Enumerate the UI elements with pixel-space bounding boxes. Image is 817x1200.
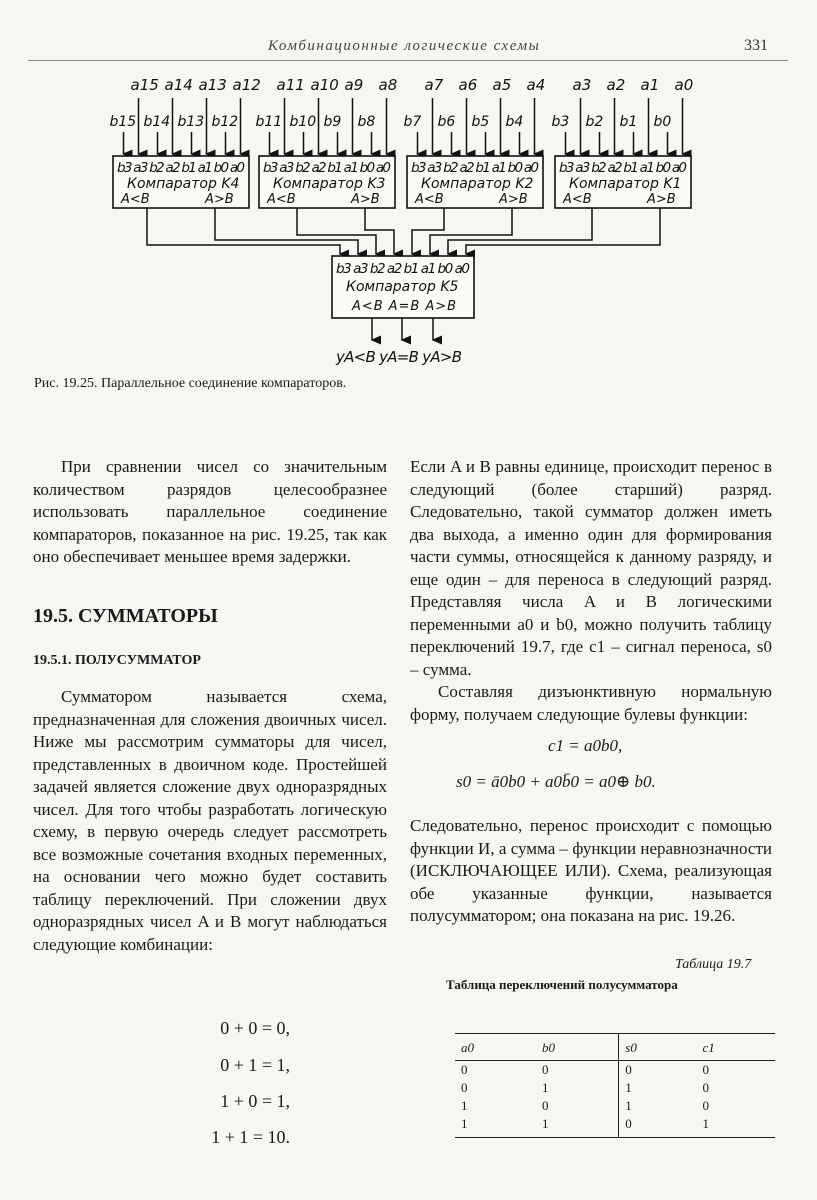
table-label: Таблица 19.7 — [675, 957, 752, 972]
connection-wire — [147, 208, 340, 254]
input-label-b: b9 — [323, 114, 342, 130]
input-label-a: a14 — [164, 76, 193, 94]
comparator-out-lt: A<B — [563, 192, 592, 207]
input-label-b: b2 — [585, 114, 604, 130]
input-label-a: a3 — [572, 76, 592, 94]
page-number: 331 — [744, 37, 768, 54]
header-rule — [28, 60, 788, 61]
input-label-a: a13 — [198, 76, 227, 94]
right-paragraph-2: Составляя дизъюнктивную нормальную форму, получаем следующие булевы функции: — [410, 682, 772, 724]
right-paragraph-1: Если A и B равны единице, происходит перенос в следующий (более старший) разряд. Следовательно, такой сумматор должен иметь два выхода, а именно один для формирования части суммы, относящейся к данному разряду, и еще один – для переноса в следующий разряд. Представляя числа A и B логическими переменными a0 и b0, можно получить таблицу переключений 19.7, где c1 – сигнал переноса, s0 – сумма. — [410, 457, 772, 679]
input-label-b: b6 — [437, 114, 456, 130]
input-label-a: a12 — [232, 76, 261, 94]
running-header-title: Комбинационные логические схемы — [268, 38, 541, 54]
connection-wire — [466, 208, 660, 254]
comparator-ports: b3 a3 b2 a2 b1 a1 b0 a0 — [559, 160, 687, 176]
intro-paragraph: При сравнении чисел со значительным количеством разрядов целесообразнее использовать параллельное соединение компараторов, показанное на рис. 19.25, так как оно обеспечивает меньшее время задержки. — [33, 457, 387, 566]
header-a0: a0 — [455, 1034, 536, 1061]
comparator-name: Компаратор K4 — [127, 176, 240, 192]
comparator-ports: b3 a3 b2 a2 b1 a1 b0 a0 — [117, 160, 245, 176]
cell: 0 — [542, 1098, 549, 1113]
body-paragraph: Сумматором называется схема, предназначенная для сложения двоичных чисел. Ниже мы рассмотрим сумматоры для чисел, представленных в двоичном коде. Простейшей задачей является сложение двух одноразрядных чисел. Для того чтобы разработать логическую схему, в первую очередь следует рассмотреть все возможные сочетания входных переменных, на основании чего можно будет составить таблицу переключений. При сложении двух одноразрядных чисел A и B могут наблюдаться следующие комбинации: — [33, 687, 387, 954]
sum-line-1: 0 + 0 = 0, — [220, 1018, 290, 1038]
cell: 0 — [461, 1062, 468, 1077]
header-b0: b0 — [536, 1034, 619, 1061]
cell: 0 — [619, 1061, 697, 1080]
input-label-a: a2 — [606, 76, 626, 94]
comparator-out-lt: A<B — [267, 192, 296, 207]
table-row — [455, 1115, 775, 1138]
cell: 0 — [702, 1098, 709, 1113]
input-label-b: b0 — [653, 114, 672, 130]
comparator-ports: b3 a3 b2 a2 b1 a1 b0 a0 — [263, 160, 391, 176]
input-label-a: a4 — [526, 76, 546, 94]
cell: 1 — [461, 1098, 468, 1113]
connection-wire — [430, 208, 512, 254]
comparator-out-gt: A>B — [351, 192, 380, 207]
left-body — [33, 686, 387, 956]
equation-carry: c1 = a0b0, — [548, 736, 623, 755]
comparator-out-lt: A<B — [121, 192, 150, 207]
cell: 0 — [702, 1062, 709, 1077]
cell: 1 — [542, 1080, 549, 1095]
cell: 1 — [536, 1115, 619, 1138]
right-paragraph-3: Следовательно, перенос происходит с помощью функции И, а сумма – функции неравнозначности (ИСКЛЮЧАЮЩЕЕ ИЛИ). Схема, реализующая обе указанные функции, называется полусумматором; она показана на рис. 19.26. — [410, 816, 772, 925]
comparator-name: Компаратор K1 — [569, 176, 682, 192]
comparator-out-gt: A>B — [499, 192, 528, 207]
input-label-a: a8 — [378, 76, 398, 94]
sum-line-2: 0 + 1 = 1, — [220, 1055, 290, 1075]
input-label-b: b15 — [109, 114, 137, 130]
input-label-a: a11 — [276, 76, 305, 94]
comparator-out-gt: A>B — [205, 192, 234, 207]
table-header-row — [455, 1034, 775, 1061]
header-c1: c1 — [696, 1034, 775, 1061]
connection-wire — [297, 208, 376, 254]
input-label-b: b5 — [471, 114, 490, 130]
cell: 0 — [619, 1115, 697, 1138]
comparator-name: Компаратор K2 — [421, 176, 534, 192]
input-label-a: a0 — [674, 76, 694, 94]
table-title: Таблица переключений полусумматора — [446, 977, 678, 992]
figure-caption: Рис. 19.25. Параллельное соединение компараторов. — [34, 376, 347, 391]
input-label-b: b7 — [403, 114, 422, 130]
input-label-a: a7 — [424, 76, 444, 94]
section-heading: 19.5. СУММАТОРЫ — [33, 605, 218, 627]
connection-wire — [412, 208, 444, 254]
table-row — [455, 1097, 775, 1115]
comparator-out-lt: A<B — [415, 192, 444, 207]
table-row — [455, 1061, 775, 1080]
final-comparator-name: Компаратор K5 — [346, 279, 459, 295]
input-label-b: b10 — [289, 114, 317, 130]
sum-line-3: 1 + 0 = 1, — [220, 1091, 290, 1111]
input-label-b: b8 — [357, 114, 376, 130]
left-intro — [33, 456, 387, 569]
sum-line-4: 1 + 1 = 10. — [211, 1127, 290, 1147]
input-label-a: a6 — [458, 76, 478, 94]
cell: 1 — [455, 1115, 536, 1138]
input-label-a: a10 — [310, 76, 339, 94]
connection-wire — [365, 208, 394, 254]
final-comparator-outputs: A<B A=B A>B — [352, 299, 456, 314]
cell: 0 — [542, 1062, 549, 1077]
input-label-b: b13 — [177, 114, 205, 130]
cell: 1 — [619, 1097, 697, 1115]
input-label-b: b3 — [551, 114, 570, 130]
subsection-heading: 19.5.1. ПОЛУСУММАТОР — [33, 653, 201, 668]
input-label-b: b12 — [211, 114, 239, 130]
cell: 1 — [619, 1079, 697, 1097]
input-label-a: a9 — [344, 76, 364, 94]
comparator-name: Компаратор K3 — [273, 176, 386, 192]
truth-table — [455, 1033, 775, 1138]
header-s0: s0 — [619, 1034, 697, 1061]
right-column-bottom — [410, 815, 772, 928]
connection-wire — [448, 208, 592, 254]
comparator-diagram — [0, 70, 817, 375]
table-row — [455, 1079, 775, 1097]
input-label-b: b4 — [505, 114, 524, 130]
cell: 0 — [461, 1080, 468, 1095]
equation-sum: s0 = ā0b0 + a0b̄0 = a0⊕ b0. — [456, 772, 656, 791]
comparator-ports: b3 a3 b2 a2 b1 a1 b0 a0 — [411, 160, 539, 176]
input-label-b: b11 — [255, 114, 283, 130]
final-comparator-ports: b3 a3 b2 a2 b1 a1 b0 a0 — [336, 261, 470, 277]
cell: 0 — [702, 1080, 709, 1095]
input-label-b: b14 — [143, 114, 171, 130]
output-labels: yA<B yA=B yA>B — [336, 348, 462, 366]
connection-wire — [215, 208, 358, 254]
input-label-b: b1 — [619, 114, 638, 130]
input-label-a: a1 — [640, 76, 660, 94]
cell: 1 — [696, 1115, 775, 1138]
right-column-top — [410, 456, 772, 726]
input-label-a: a15 — [130, 76, 159, 94]
comparator-out-gt: A>B — [647, 192, 676, 207]
input-label-a: a5 — [492, 76, 512, 94]
